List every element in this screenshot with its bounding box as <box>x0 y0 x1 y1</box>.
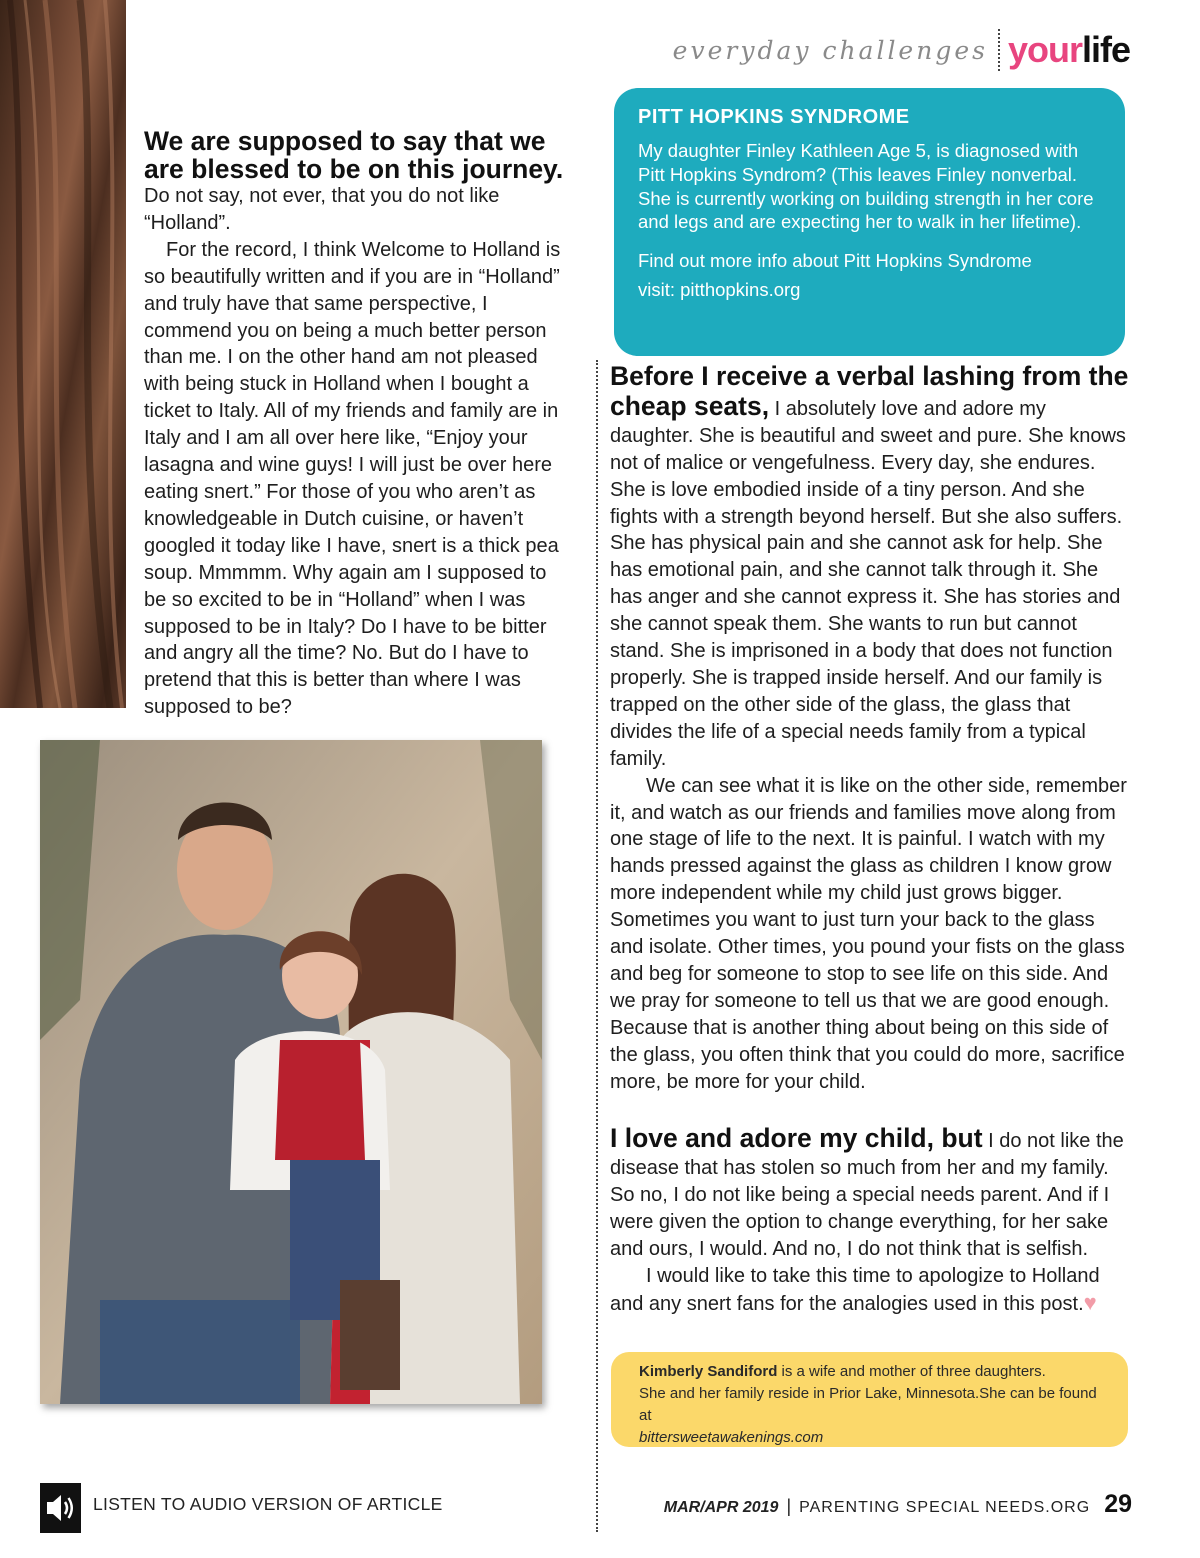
author-line-1-rest: is a wife and mother of three daughters. <box>777 1363 1046 1380</box>
author-url[interactable]: bittersweetawakenings.com <box>639 1429 824 1446</box>
right-paragraph-1-text: I absolutely love and adore my daughter. She is beautiful and sweet and pure. She knows not of malice or vengefulness. Every day, she endures. She is love embodied inside of a tiny person. And she fights with a strength beyond herself. But she also suffers. She has physical pain and she cannot ask for help. She has emotional pain, and she cannot talk through it. She has anger and she cannot express it. She has stories and she cannot speak them. She wants to run but cannot stand. She is imprisoned in a body that does not function properly. She is trapped inside herself. And our family is trapped on the other side of the glass, the glass that divides the life of a special needs family from a typical family. <box>610 397 1126 770</box>
page-number: 29 <box>1104 1490 1132 1518</box>
audio-link[interactable]: LISTEN TO AUDIO VERSION OF ARTICLE <box>93 1494 443 1514</box>
column-divider <box>596 360 598 1532</box>
hair-photo <box>0 0 126 708</box>
author-line-1 <box>639 1361 1100 1383</box>
lead-in-1: Before I receive a verbal lashing from the cheap seats, <box>610 361 1129 421</box>
author-name: Kimberly Sandiford <box>639 1363 778 1380</box>
left-paragraph-2: For the record, I think Welcome to Holland is so beautifully written and if you are in “Holland” and truly have that same perspective, I commend you on being a much better person than me. I on the other hand am not pleased with being stuck in Holland when I bought a ticket to Italy. All of my friends and family are in Italy and I am all over here like, “Enjoy your lasagna and wine guys! I will just be over here eating snert.” For those of you who aren’t as knowledgeable in Dutch cuisine, or haven’t googled it today like I have, snert is a thick pea soup. Mmmmm. Why again am I supposed to be so excited to be in “Holland” when I was supposed to be in Italy? Do I have to be bitter and angry all the time? No. But do I have to pretend that this is better than where I was supposed to be? <box>144 238 561 719</box>
lead-in-2: I love and adore my child, but <box>610 1123 983 1154</box>
family-photo <box>40 740 542 1404</box>
brand-life: life <box>1081 29 1130 70</box>
right-paragraph-4 <box>610 1263 1130 1318</box>
author-line-2: She and her family reside in Prior Lake, Minnesota.She can be found at <box>639 1385 1097 1424</box>
site-name: PARENTING SPECIAL NEEDS.ORG <box>799 1499 1091 1516</box>
author-bio <box>611 1352 1128 1447</box>
right-paragraph-4-text: I would like to take this time to apologize to Holland and any snert fans for the analogies used in this post. <box>610 1265 1100 1315</box>
sidebar-more-line-1: Find out more info about Pitt Hopkins Syndrome <box>638 250 1032 272</box>
right-column <box>610 363 1130 1318</box>
page-footer <box>664 1490 1132 1519</box>
left-heading: We are supposed to say that we are blessed to be on this journey. <box>144 126 564 184</box>
brand-your: your <box>1007 29 1082 70</box>
issue-date: MAR/APR 2019 <box>663 1499 779 1516</box>
heart-icon: ♥ <box>1083 1289 1097 1315</box>
sidebar-more-line-2[interactable]: visit: pitthopkins.org <box>638 279 801 301</box>
header-divider <box>998 29 1000 71</box>
sidebar-more-info <box>638 246 1101 304</box>
section-header <box>673 26 1130 74</box>
footer-separator: | <box>786 1496 792 1516</box>
sidebar-body: My daughter Finley Kathleen Age 5, is diagnosed with Pitt Hopkins Syndrom? (This leaves Finley nonverbal. She is currently working on building strength in her core and legs and are expecting her to walk in her lifetime). <box>638 140 1094 233</box>
info-sidebar <box>614 88 1125 356</box>
right-paragraph-2: We can see what it is like on the other side, remember it, and watch as our friends and families move along from one stage of life to the next. It is painful. I watch with my hands pressed against the glass as children I know grow more independent while my child just grows bigger. Sometimes you want to just turn your back to the glass and isolate. Other times, you pound your fists on the glass and beg for someone to stop to see life on this side. And we pray for someone to tell us that we are good enough. Because that is another thing about being on this side of the glass, you often think that you could do more, sacrifice more, be more for your child. <box>610 774 1127 1093</box>
left-paragraph-1: Do not say, not ever, that you do not like “Holland”. <box>144 185 500 234</box>
section-name: everyday challenges <box>672 35 988 65</box>
sidebar-title: PITT HOPKINS SYNDROME <box>638 106 910 128</box>
right-paragraph-3-text: I do not like the disease that has stolen so much from her and my family. So no, I do not like being a special needs parent. And if I were given the option to change everything, for her sake and ours, I would. And no, I do not think that is selfish. <box>610 1130 1124 1261</box>
right-paragraph-3 <box>610 1125 1130 1263</box>
paragraph-gap <box>610 1095 1130 1125</box>
speaker-icon[interactable] <box>40 1483 81 1533</box>
right-paragraph-1 <box>610 363 1130 773</box>
left-column <box>144 127 574 721</box>
